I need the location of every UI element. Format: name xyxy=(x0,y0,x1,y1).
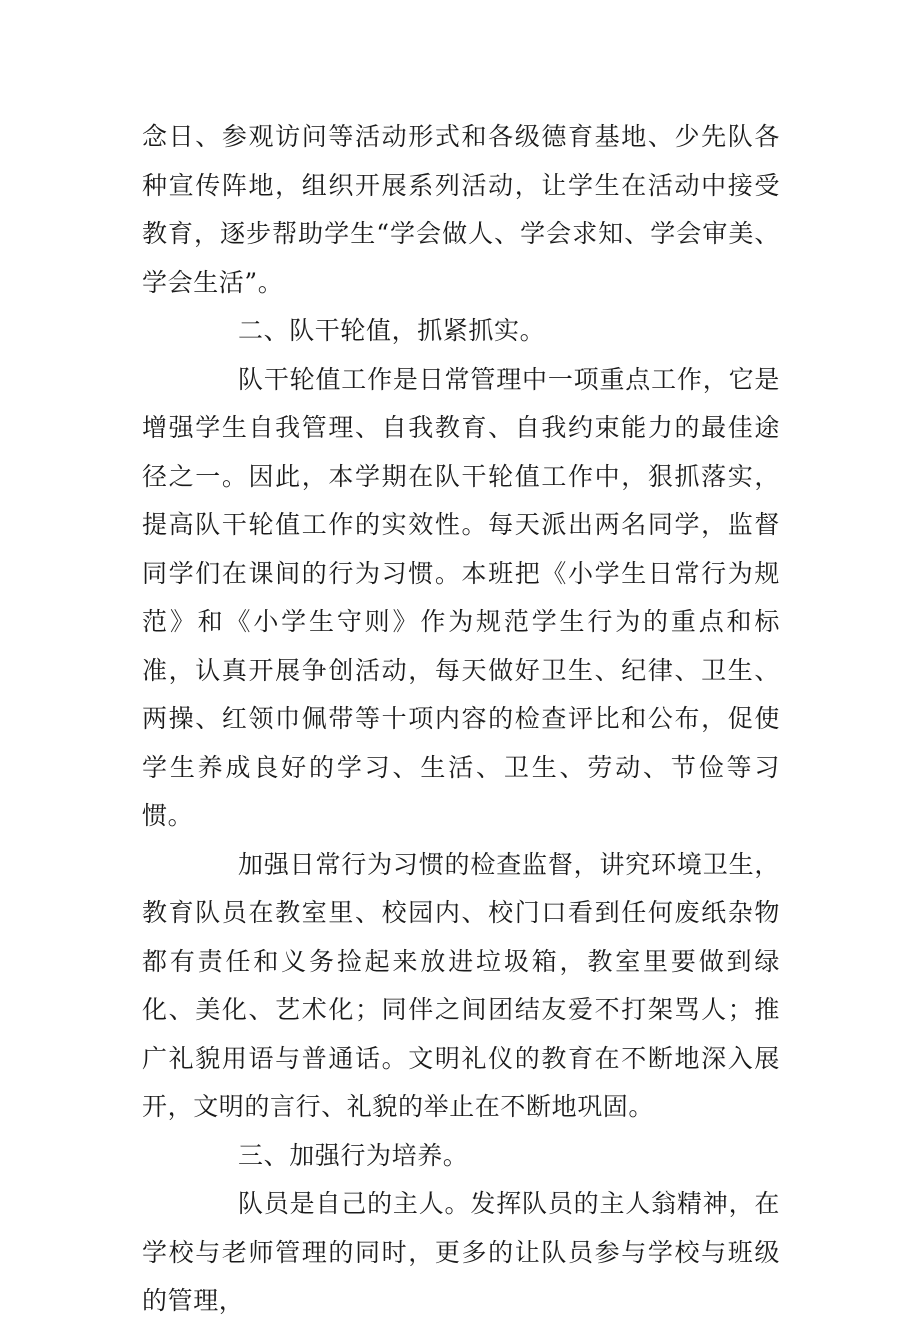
paragraph-continuation: 念日、参观访问等活动形式和各级德育基地、少先队各种宣传阵地，组织开展系列活动，让学生在活动中接受教育，逐步帮助学生“学会做人、学会求知、学会审美、学会生活”。 xyxy=(142,122,780,297)
section-heading-behavior-training: 三、加强行为培养。 xyxy=(238,1140,469,1170)
paragraph-daily-habits: 加强日常行为习惯的检查监督，讲究环境卫生，教育队员在教室里、校园内、校门口看到任何废纸杂物都有责任和义务捡起来放进垃圾箱，教室里要做到绿化、美化、艺术化；同伴之间团结友爱不打架骂人；推广礼貌用语与普通话。文明礼仪的教育在不断地深入展开，文明的言行、礼貌的举止在不断地巩固。 xyxy=(142,849,780,1121)
paragraph-team-members: 队员是自己的主人。发挥队员的主人翁精神，在学校与老师管理的同时，更多的让队员参与学校与班级的管理， xyxy=(142,1189,780,1315)
section-heading-duty-rotation: 二、队干轮值，抓紧抓实。 xyxy=(238,316,546,345)
paragraph-duty-rotation: 队干轮值工作是日常管理中一项重点工作，它是增强学生自我管理、自我教育、自我约束能力的最佳途径之一。因此，本学期在队干轮值工作中，狠抓落实，提高队干轮值工作的实效性。每天派出两名同学，监督同学们在课间的行为习惯。本班把《小学生日常行为规范》和《小学生守则》作为规范学生行为的重点和标准，认真开展争创活动，每天做好卫生、纪律、卫生、两操、红领巾佩带等十项内容的检查评比和公布，促使学生养成良好的学习、生活、卫生、劳动、节俭等习惯。 xyxy=(142,364,780,830)
document-body xyxy=(142,113,780,1326)
